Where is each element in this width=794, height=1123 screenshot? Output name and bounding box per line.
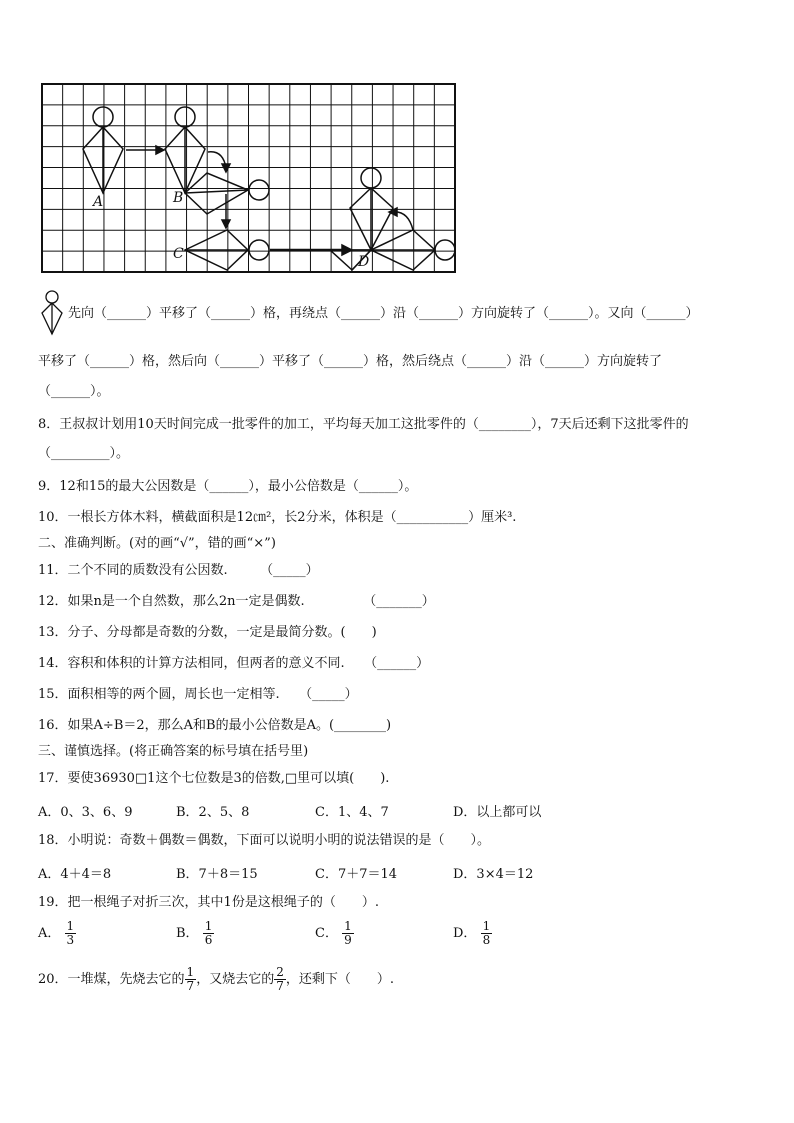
q15: 15．面积相等的两个圆，周长也一定相等. （_____） [38, 687, 358, 702]
q17-option-c: C．1、4、7 [315, 805, 389, 820]
grid-lines [42, 84, 455, 272]
q18-option-a: A．4＋4＝8 [38, 867, 112, 882]
q18-stem: 18．小明说：奇数＋偶数＝偶数，下面可以说明小明的说法错误的是（ ）。 [38, 833, 491, 848]
q17-option-a: A．0、3、6、9 [38, 805, 133, 820]
small-shape-icon [40, 290, 64, 336]
section2-heading: 二、准确判断。(对的画“√”，错的画“×”) [38, 536, 276, 551]
q20-f1-den: 7 [186, 979, 195, 993]
q20-f1-num: 1 [186, 965, 195, 979]
q19-option-a [38, 920, 76, 947]
q18-option-d: D．3×4＝12 [453, 867, 534, 882]
q19-option-a-fraction [65, 920, 77, 947]
q17-option-d: D．以上都可以 [453, 805, 542, 820]
section3-heading: 三、谨慎选择。(将正确答案的标号填在括号里) [38, 744, 309, 759]
q19-option-c [315, 920, 354, 947]
q14: 14．容积和体积的计算方法相同，但两者的意义不同. （______） [38, 656, 430, 671]
q19-option-b [176, 920, 214, 947]
q20-f2-num: 2 [276, 965, 284, 979]
shape-d-rot-head [435, 240, 455, 260]
q20-f2-den: 7 [276, 979, 284, 993]
q20-part1: 20．一堆煤，先烧去它的 [38, 972, 185, 987]
q19-option-d [453, 920, 492, 947]
q10: 10．一根长方体木料，横截面积是12㎝²，长2分米，体积是（___________）厘米³. [38, 510, 517, 525]
q13: 13．分子、分母都是奇数的分数，一定是最简分数。( ) [38, 625, 377, 640]
q20-fraction-1 [185, 966, 197, 993]
q12: 12．如果n是一个自然数，那么2n一定是偶数. （_______） [38, 594, 435, 609]
q9: 9．12和15的最大公因数是（______），最小公倍数是（______）。 [38, 479, 418, 494]
q19-b-den: 6 [204, 933, 213, 947]
label-d: D [358, 254, 370, 270]
q7-line3: （______）。 [38, 384, 110, 399]
q19-d-den: 8 [482, 933, 491, 947]
q20-part3: ，还剩下（ ）. [285, 972, 394, 987]
q16: 16．如果A÷B＝2，那么A和B的最小公倍数是A。(________) [38, 718, 392, 733]
shape-b-rot-head [249, 180, 269, 200]
q17-stem: 17．要使36930□1这个七位数是3的倍数,□里可以填( ). [38, 771, 390, 786]
q19-a-den: 3 [66, 933, 75, 947]
q7-line2: 平移了（______）格，然后向（______）平移了（______）格，然后绕点（______）沿（______）方向旋转了 [38, 354, 663, 369]
label-b: B [173, 190, 184, 206]
shape-d-head [361, 168, 381, 188]
grid-figure [40, 82, 458, 276]
q19-option-b-fraction [203, 920, 215, 947]
q18-option-c: C．7＋7＝14 [315, 867, 398, 882]
q19-c-num: 1 [344, 919, 352, 933]
q8-line2: （_________）。 [38, 446, 130, 461]
q20-fraction-2 [274, 966, 286, 993]
shape-a-head [93, 107, 113, 127]
q18-option-b: B．7＋8＝15 [176, 867, 258, 882]
q17-option-b: B．2、5、8 [176, 805, 250, 820]
shape-b-rotated [185, 173, 248, 214]
q19-option-b-label: B． [176, 926, 199, 941]
q19-d-num: 1 [482, 919, 491, 933]
label-c: C [173, 246, 184, 262]
q19-option-a-label: A． [38, 926, 61, 941]
q19-option-d-label: D． [453, 926, 477, 941]
q11: 11．二个不同的质数没有公因数. （_____） [38, 563, 319, 578]
q19-a-num: 1 [66, 919, 75, 933]
q19-option-c-label: C． [315, 926, 338, 941]
q20 [38, 966, 394, 993]
q8-line1: 8．王叔叔计划用10天时间完成一批零件的加工，平均每天加工这批零件的（________），7天后还剩下这批零件的 [38, 417, 689, 432]
q19-c-den: 9 [344, 933, 352, 947]
q19-b-num: 1 [204, 919, 213, 933]
q19-stem: 19．把一根绳子对折三次，其中1份是这根绳子的（ ）. [38, 895, 379, 910]
shape-c-head [249, 240, 269, 260]
q7-line1: 先向（______）平移了（______）格，再绕点（______）沿（______）方向旋转了（______）。又向（______） [68, 306, 699, 321]
q19-option-c-fraction [342, 920, 354, 947]
q19-option-d-fraction [481, 920, 493, 947]
q20-part2: ，又烧去它的 [196, 972, 275, 987]
label-a: A [93, 194, 104, 210]
shape-b-head [175, 107, 195, 127]
